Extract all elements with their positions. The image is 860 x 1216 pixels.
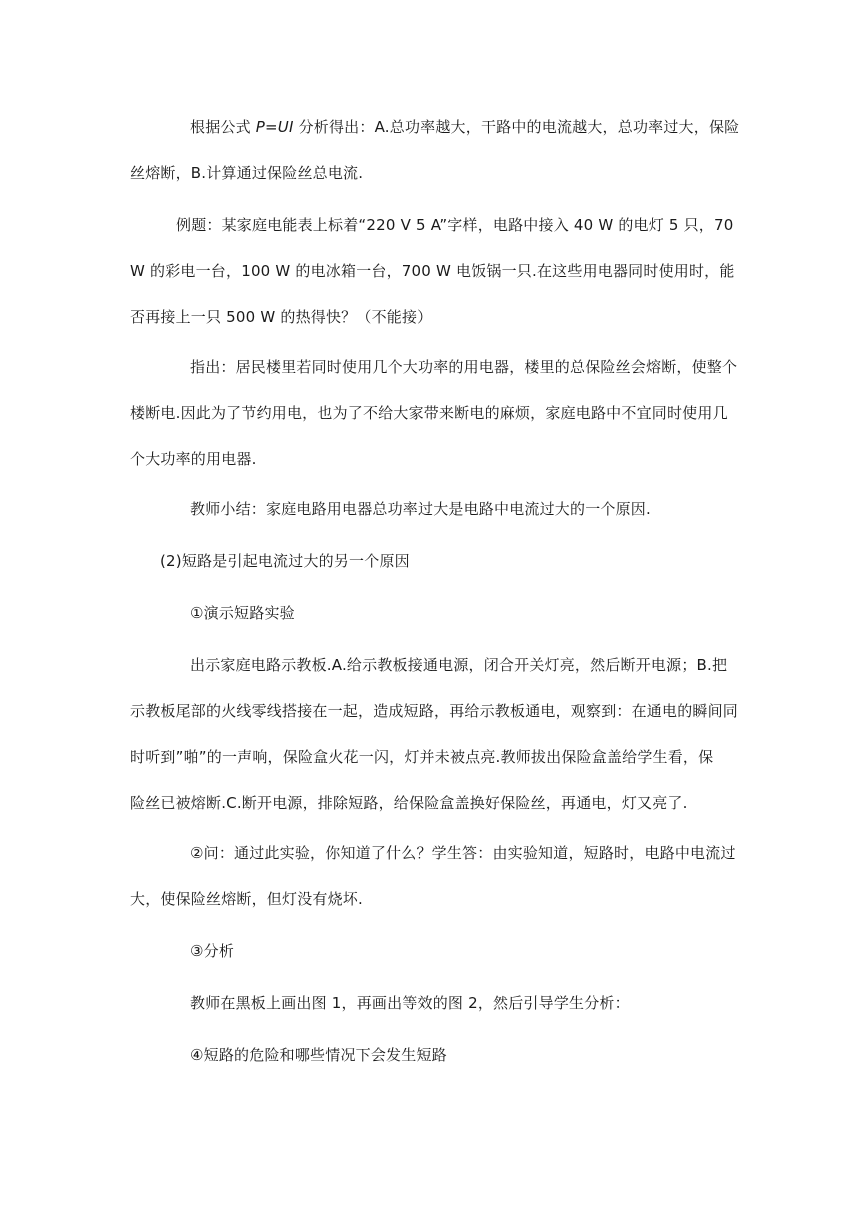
paragraph-line: 示教板尾部的火线零线搭接在一起，造成短路，再给示教板通电，观察到：在通电的瞬间同: [130, 702, 739, 720]
paragraph-line: 大，使保险丝熔断，但灯没有烧坏.: [130, 890, 363, 908]
paragraph-line: 出示家庭电路示教板.A.给示教板接通电源，闭合开关灯亮，然后断开电源；B.把: [190, 656, 728, 674]
paragraph-line: (2)短路是引起电流过大的另一个原因: [160, 552, 410, 570]
paragraph-line: 丝熔断，B.计算通过保险丝总电流.: [130, 164, 364, 182]
subheading-short-circuit-danger: [130, 1032, 735, 1078]
paragraph-line: 教师在黑板上画出图 1，再画出等效的图 2，然后引导学生分析：: [190, 994, 630, 1012]
text-run: 根据公式: [190, 118, 256, 136]
paragraph-line: 楼断电.因此为了节约用电，也为了不给大家带来断电的麻烦，家庭电路中不宜同时使用几: [130, 404, 728, 422]
paragraph-line: 时听到”啪”的一声响，保险盒火花一闪，灯并未被点亮.教师拔出保险盒盖给学生看，保: [130, 748, 714, 766]
paragraph-demo-board: [130, 642, 739, 826]
paragraph-line: 指出：居民楼里若同时使用几个大功率的用电器，楼里的总保险丝会熔断，使整个: [190, 358, 738, 376]
paragraph-line: [130, 104, 740, 150]
paragraph-question-answer: [130, 830, 735, 922]
paragraph-example-problem: [130, 202, 735, 340]
paragraph-line: ③分析: [190, 942, 235, 960]
paragraph-line: 个大功率的用电器.: [130, 450, 257, 468]
paragraph-line: 教师小结：家庭电路用电器总功率过大是电路中电流过大的一个原因.: [190, 500, 651, 518]
subheading-analysis: [130, 928, 735, 974]
section-heading-short-circuit: [130, 538, 735, 584]
paragraph-line: ②问：通过此实验，你知道了什么？学生答：由实验知道，短路时，电路中电流过: [190, 844, 736, 862]
paragraph-line: ①演示短路实验: [190, 604, 295, 622]
subheading-demo-experiment: [130, 590, 735, 636]
paragraph-line: 例题：某家庭电能表上标着“220 V 5 A”字样，电路中接入 40 W 的电灯 5 只，70: [176, 216, 734, 234]
paragraph-point-out: [130, 344, 738, 482]
paragraph-line: W 的彩电一台，100 W 的电冰箱一台，700 W 电饭锅一只.在这些用电器同时使用时，能: [130, 262, 735, 280]
formula-text: P=UI: [255, 118, 294, 136]
paragraph-blackboard-diagrams: [130, 980, 735, 1026]
paragraph-formula-analysis: [130, 104, 740, 196]
paragraph-line: 险丝已被熔断.C.断开电源，排除短路，给保险盒盖换好保险丝，再通电，灯又亮了.: [130, 794, 688, 812]
paragraph-teacher-summary: [130, 486, 735, 532]
text-run: 分析得出：A.总功率越大，干路中的电流越大，总功率过大，保险: [293, 118, 740, 136]
paragraph-line: 否再接上一只 500 W 的热得快？（不能接）: [130, 308, 433, 326]
paragraph-line: ④短路的危险和哪些情况下会发生短路: [190, 1046, 447, 1064]
